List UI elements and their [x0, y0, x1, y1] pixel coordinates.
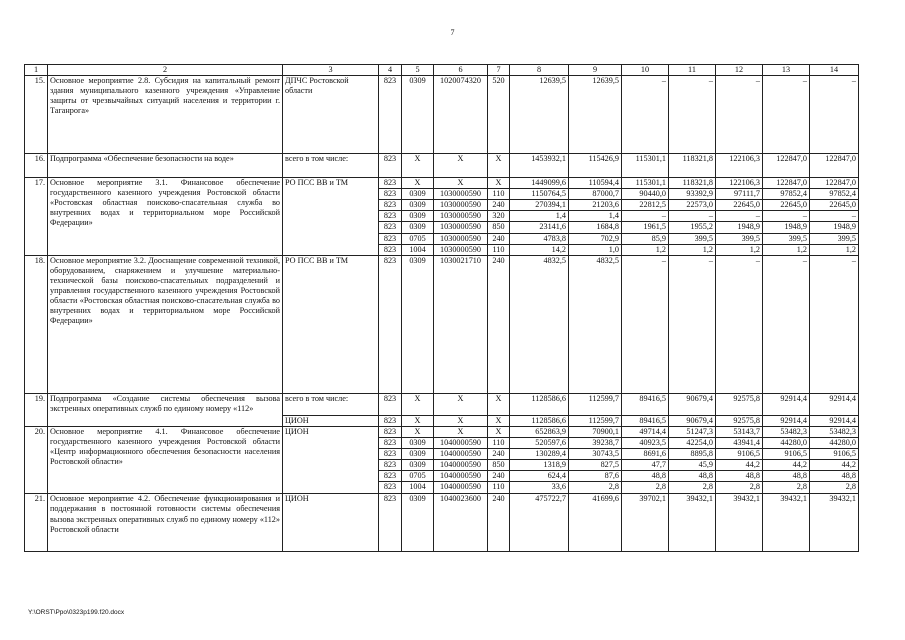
- value-cell: 823: [379, 393, 402, 415]
- value-cell: 1128586,6: [510, 393, 569, 415]
- value-cell: 39238,7: [569, 437, 622, 448]
- value-cell: 87,6: [569, 471, 622, 482]
- table-row: [25, 76, 859, 154]
- value-cell: 399,5: [810, 233, 859, 244]
- value-cell: 0309: [402, 200, 434, 211]
- value-cell: 1961,5: [622, 222, 669, 233]
- value-cell: Х: [434, 426, 488, 437]
- row-executor: всего в том числе:: [283, 154, 379, 178]
- row-executor: ДПЧС Ростовской области: [283, 76, 379, 154]
- value-cell: 1030021710: [434, 255, 488, 393]
- value-cell: 23141,6: [510, 222, 569, 233]
- value-cell: 53482,3: [810, 426, 859, 437]
- value-cell: 1128586,6: [510, 415, 569, 426]
- value-cell: 1030000590: [434, 233, 488, 244]
- value-cell: 827,5: [569, 460, 622, 471]
- value-cell: 39432,1: [669, 494, 716, 552]
- value-cell: –: [669, 76, 716, 154]
- value-cell: 14,2: [510, 244, 569, 255]
- column-number-header: 5: [402, 65, 434, 76]
- value-cell: –: [716, 76, 763, 154]
- value-cell: 1,2: [669, 244, 716, 255]
- value-cell: 21203,6: [569, 200, 622, 211]
- row-executor: РО ПСС ВВ и ТМ: [283, 178, 379, 256]
- page-number: 7: [450, 28, 455, 37]
- value-cell: 823: [379, 211, 402, 222]
- column-number-header: 13: [763, 65, 810, 76]
- value-cell: 122847,0: [810, 178, 859, 189]
- value-cell: Х: [402, 178, 434, 189]
- value-cell: 850: [488, 222, 510, 233]
- row-description: Подпрограмма «Создание системы обеспечения вызова экстренных оперативных служб по единому номеру «112»: [48, 393, 283, 426]
- value-cell: 12639,5: [569, 76, 622, 154]
- value-cell: 115301,1: [622, 178, 669, 189]
- value-cell: 110: [488, 244, 510, 255]
- value-cell: Х: [402, 415, 434, 426]
- value-cell: –: [622, 211, 669, 222]
- value-cell: 0309: [402, 76, 434, 154]
- value-cell: 0309: [402, 437, 434, 448]
- value-cell: 1318,9: [510, 460, 569, 471]
- value-cell: 1040023600: [434, 494, 488, 552]
- column-number-header: 10: [622, 65, 669, 76]
- value-cell: 823: [379, 482, 402, 494]
- value-cell: 93392,9: [669, 189, 716, 200]
- value-cell: 2,8: [622, 482, 669, 494]
- row-description: Основное мероприятие 3.1. Финансовое обеспечение государственного казенного учреждения Ростовской области «Ростовская областная поисково-спасательная служба во внутренних водах и территориальном море Российской Федерации»: [48, 178, 283, 256]
- value-cell: 97852,4: [763, 189, 810, 200]
- value-cell: 823: [379, 200, 402, 211]
- row-description: Основное мероприятие 4.2. Обеспечение функционирования и поддержания в постоянной готовности системы обеспечения вызова экстренных оперативных служб по единому номеру «112» Ростовской области: [48, 494, 283, 552]
- row-number: 21.: [25, 494, 48, 552]
- value-cell: Х: [434, 415, 488, 426]
- value-cell: 9106,5: [763, 449, 810, 460]
- value-cell: 1,2: [810, 244, 859, 255]
- value-cell: 110: [488, 482, 510, 494]
- value-cell: 1948,9: [716, 222, 763, 233]
- value-cell: 823: [379, 154, 402, 178]
- value-cell: 122847,0: [810, 154, 859, 178]
- value-cell: 1,4: [510, 211, 569, 222]
- value-cell: 8691,6: [622, 449, 669, 460]
- row-description: Подпрограмма «Обеспечение безопасности на воде»: [48, 154, 283, 178]
- value-cell: 624,4: [510, 471, 569, 482]
- value-cell: 89416,5: [622, 393, 669, 415]
- value-cell: 1,2: [763, 244, 810, 255]
- column-number-header: 8: [510, 65, 569, 76]
- value-cell: 823: [379, 244, 402, 255]
- value-cell: 2,8: [810, 482, 859, 494]
- value-cell: 112599,7: [569, 393, 622, 415]
- column-number-header: 14: [810, 65, 859, 76]
- value-cell: Х: [488, 154, 510, 178]
- value-cell: 0309: [402, 449, 434, 460]
- value-cell: 92575,8: [716, 393, 763, 415]
- row-description: Основное мероприятие 2.8. Субсидия на капитальный ремонт здания муниципального казенного учреждения «Управление защиты от чрезвычайных ситуаций населения и территории г. Таганрога»: [48, 76, 283, 154]
- value-cell: 122847,0: [763, 178, 810, 189]
- value-cell: 1150764,5: [510, 189, 569, 200]
- value-cell: 823: [379, 255, 402, 393]
- value-cell: Х: [434, 154, 488, 178]
- value-cell: 0309: [402, 222, 434, 233]
- value-cell: –: [716, 255, 763, 393]
- value-cell: 112599,7: [569, 415, 622, 426]
- value-cell: 4832,5: [510, 255, 569, 393]
- value-cell: Х: [434, 393, 488, 415]
- value-cell: 92914,4: [763, 393, 810, 415]
- value-cell: –: [810, 255, 859, 393]
- value-cell: 823: [379, 178, 402, 189]
- column-number-header: 6: [434, 65, 488, 76]
- value-cell: 85,9: [622, 233, 669, 244]
- value-cell: 2,8: [569, 482, 622, 494]
- value-cell: 0705: [402, 233, 434, 244]
- value-cell: 1030000590: [434, 244, 488, 255]
- value-cell: 48,8: [669, 471, 716, 482]
- value-cell: 53143,7: [716, 426, 763, 437]
- value-cell: Х: [488, 426, 510, 437]
- value-cell: 47,7: [622, 460, 669, 471]
- value-cell: 823: [379, 437, 402, 448]
- value-cell: 122106,3: [716, 154, 763, 178]
- value-cell: 1040000590: [434, 449, 488, 460]
- value-cell: 652863,9: [510, 426, 569, 437]
- value-cell: 122106,3: [716, 178, 763, 189]
- value-cell: 240: [488, 255, 510, 393]
- value-cell: 240: [488, 200, 510, 211]
- value-cell: 399,5: [669, 233, 716, 244]
- value-cell: –: [763, 211, 810, 222]
- value-cell: 823: [379, 494, 402, 552]
- value-cell: 823: [379, 76, 402, 154]
- table-row: [25, 154, 859, 178]
- value-cell: –: [669, 255, 716, 393]
- value-cell: 43941,4: [716, 437, 763, 448]
- value-cell: 1948,9: [810, 222, 859, 233]
- value-cell: 110: [488, 437, 510, 448]
- value-cell: 97852,4: [810, 189, 859, 200]
- value-cell: 44,2: [810, 460, 859, 471]
- value-cell: 1453932,1: [510, 154, 569, 178]
- file-path-footer: Y:\ORST\Ppo\0323p199.f20.docx: [28, 609, 125, 616]
- value-cell: –: [763, 255, 810, 393]
- value-cell: 823: [379, 460, 402, 471]
- value-cell: 118321,8: [669, 154, 716, 178]
- row-number: 19.: [25, 393, 48, 426]
- value-cell: 823: [379, 222, 402, 233]
- value-cell: 22645,0: [763, 200, 810, 211]
- value-cell: Х: [402, 393, 434, 415]
- value-cell: 0309: [402, 211, 434, 222]
- value-cell: 1040000590: [434, 471, 488, 482]
- value-cell: 823: [379, 471, 402, 482]
- value-cell: 1030000590: [434, 189, 488, 200]
- row-executor: ЦИОН: [283, 494, 379, 552]
- row-executor: всего в том числе:: [283, 393, 379, 415]
- value-cell: 130289,4: [510, 449, 569, 460]
- value-cell: 48,8: [622, 471, 669, 482]
- value-cell: 1030000590: [434, 222, 488, 233]
- row-number: 17.: [25, 178, 48, 256]
- value-cell: 475722,7: [510, 494, 569, 552]
- value-cell: 1,2: [716, 244, 763, 255]
- value-cell: 1020074320: [434, 76, 488, 154]
- value-cell: 2,8: [669, 482, 716, 494]
- column-number-header: 12: [716, 65, 763, 76]
- column-number-header: 11: [669, 65, 716, 76]
- value-cell: –: [622, 76, 669, 154]
- value-cell: 40923,5: [622, 437, 669, 448]
- row-number: 16.: [25, 154, 48, 178]
- value-cell: –: [622, 255, 669, 393]
- value-cell: 823: [379, 233, 402, 244]
- value-cell: –: [810, 76, 859, 154]
- value-cell: 39432,1: [716, 494, 763, 552]
- table-row: [25, 255, 859, 393]
- column-number-header: 7: [488, 65, 510, 76]
- value-cell: 39702,1: [622, 494, 669, 552]
- value-cell: 39432,1: [810, 494, 859, 552]
- value-cell: 22812,5: [622, 200, 669, 211]
- value-cell: 1955,2: [669, 222, 716, 233]
- value-cell: 1040000590: [434, 437, 488, 448]
- value-cell: 1948,9: [763, 222, 810, 233]
- table-row: [25, 393, 859, 415]
- value-cell: 240: [488, 494, 510, 552]
- value-cell: 0309: [402, 255, 434, 393]
- value-cell: 12639,5: [510, 76, 569, 154]
- value-cell: 1449099,6: [510, 178, 569, 189]
- row-executor: ЦИОН: [283, 415, 379, 426]
- value-cell: 270394,1: [510, 200, 569, 211]
- value-cell: 39432,1: [763, 494, 810, 552]
- value-cell: 823: [379, 449, 402, 460]
- value-cell: 49714,4: [622, 426, 669, 437]
- value-cell: 399,5: [763, 233, 810, 244]
- value-cell: 110594,4: [569, 178, 622, 189]
- value-cell: 1004: [402, 482, 434, 494]
- value-cell: 92914,4: [810, 393, 859, 415]
- value-cell: 2,8: [716, 482, 763, 494]
- value-cell: 110: [488, 189, 510, 200]
- value-cell: 1684,8: [569, 222, 622, 233]
- value-cell: 48,8: [716, 471, 763, 482]
- value-cell: 4783,8: [510, 233, 569, 244]
- value-cell: Х: [434, 178, 488, 189]
- program-table: [24, 64, 859, 552]
- value-cell: 399,5: [716, 233, 763, 244]
- value-cell: 90440,0: [622, 189, 669, 200]
- value-cell: Х: [488, 178, 510, 189]
- value-cell: 1,2: [622, 244, 669, 255]
- value-cell: 1040000590: [434, 482, 488, 494]
- row-number: 15.: [25, 76, 48, 154]
- value-cell: 8895,8: [669, 449, 716, 460]
- value-cell: 92914,4: [810, 415, 859, 426]
- column-number-header: 4: [379, 65, 402, 76]
- value-cell: 33,6: [510, 482, 569, 494]
- row-description: Основное мероприятие 4.1. Финансовое обеспечение государственного казенного учреждения Ростовской области «Центр информационного обеспечения безопасности населения Ростовской области»: [48, 426, 283, 493]
- value-cell: 320: [488, 211, 510, 222]
- value-cell: 87000,7: [569, 189, 622, 200]
- value-cell: 240: [488, 449, 510, 460]
- column-number-header: 3: [283, 65, 379, 76]
- value-cell: –: [810, 211, 859, 222]
- value-cell: 520597,6: [510, 437, 569, 448]
- value-cell: 1004: [402, 244, 434, 255]
- row-executor: ЦИОН: [283, 426, 379, 493]
- value-cell: 122847,0: [763, 154, 810, 178]
- value-cell: 44280,0: [810, 437, 859, 448]
- value-cell: 45,9: [669, 460, 716, 471]
- value-cell: 44,2: [763, 460, 810, 471]
- value-cell: 90679,4: [669, 393, 716, 415]
- row-executor: РО ПСС ВВ и ТМ: [283, 255, 379, 393]
- value-cell: 823: [379, 415, 402, 426]
- value-cell: 1040000590: [434, 460, 488, 471]
- value-cell: 22645,0: [810, 200, 859, 211]
- value-cell: Х: [488, 415, 510, 426]
- value-cell: 0309: [402, 494, 434, 552]
- value-cell: 89416,5: [622, 415, 669, 426]
- value-cell: Х: [488, 393, 510, 415]
- value-cell: 44280,0: [763, 437, 810, 448]
- column-number-header: 9: [569, 65, 622, 76]
- value-cell: 1030000590: [434, 211, 488, 222]
- value-cell: 97111,7: [716, 189, 763, 200]
- value-cell: 44,2: [716, 460, 763, 471]
- value-cell: 823: [379, 426, 402, 437]
- row-description: Основное мероприятие 3.2. Дооснащение современной техникой, оборудованием, снаряжением и улучшение материально-технической базы поисково-спасательных подразделений и управления государственного казенного учреждения Ростовской области «Ростовская областная поисково-спасательная служба во внутренних водах и территориальном море Российской Федерации»: [48, 255, 283, 393]
- value-cell: 520: [488, 76, 510, 154]
- value-cell: 702,9: [569, 233, 622, 244]
- value-cell: 0309: [402, 189, 434, 200]
- value-cell: 90679,4: [669, 415, 716, 426]
- table-header-row: [25, 65, 859, 76]
- value-cell: 92914,4: [763, 415, 810, 426]
- value-cell: 0705: [402, 471, 434, 482]
- row-number: 20.: [25, 426, 48, 493]
- value-cell: 240: [488, 233, 510, 244]
- value-cell: Х: [402, 426, 434, 437]
- value-cell: 1,4: [569, 211, 622, 222]
- value-cell: 9106,5: [716, 449, 763, 460]
- table-row: [25, 494, 859, 552]
- value-cell: Х: [402, 154, 434, 178]
- value-cell: 115426,9: [569, 154, 622, 178]
- value-cell: 9106,5: [810, 449, 859, 460]
- value-cell: 4832,5: [569, 255, 622, 393]
- value-cell: 30743,5: [569, 449, 622, 460]
- value-cell: 70900,1: [569, 426, 622, 437]
- value-cell: 42254,0: [669, 437, 716, 448]
- value-cell: 53482,3: [763, 426, 810, 437]
- value-cell: 51247,3: [669, 426, 716, 437]
- value-cell: 41699,6: [569, 494, 622, 552]
- value-cell: 2,8: [763, 482, 810, 494]
- row-number: 18.: [25, 255, 48, 393]
- value-cell: 48,8: [763, 471, 810, 482]
- value-cell: 92575,8: [716, 415, 763, 426]
- value-cell: 48,8: [810, 471, 859, 482]
- value-cell: 22645,0: [716, 200, 763, 211]
- value-cell: 850: [488, 460, 510, 471]
- value-cell: 1,0: [569, 244, 622, 255]
- value-cell: 240: [488, 471, 510, 482]
- column-number-header: 2: [48, 65, 283, 76]
- value-cell: 0309: [402, 460, 434, 471]
- value-cell: –: [669, 211, 716, 222]
- value-cell: –: [716, 211, 763, 222]
- value-cell: 115301,1: [622, 154, 669, 178]
- value-cell: –: [763, 76, 810, 154]
- table-row: [25, 178, 859, 189]
- value-cell: 118321,8: [669, 178, 716, 189]
- value-cell: 22573,0: [669, 200, 716, 211]
- value-cell: 823: [379, 189, 402, 200]
- value-cell: 1030000590: [434, 200, 488, 211]
- column-number-header: 1: [25, 65, 48, 76]
- table-row: [25, 426, 859, 437]
